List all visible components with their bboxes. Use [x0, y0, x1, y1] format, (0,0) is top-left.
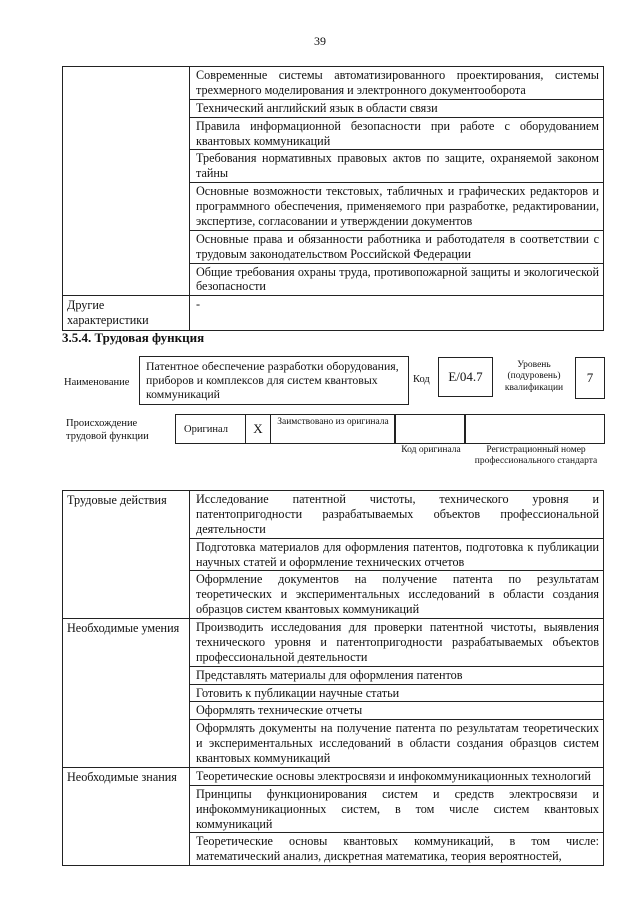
original-code-box — [395, 414, 465, 444]
section-label-skills: Необходимые умения — [63, 619, 190, 768]
name-label: Наименование — [64, 377, 130, 388]
table-row — [63, 67, 604, 100]
table-cell: Теоретические основы квантовых коммуникаций, в том числе: математический анализ, дискретная математика, теория вероятностей, — [190, 833, 604, 866]
other-characteristics-label: Другие характеристики — [63, 296, 190, 331]
section-heading: 3.5.4. Трудовая функция — [62, 330, 205, 345]
table-row — [63, 491, 604, 539]
table-cell: Основные возможности текстовых, табличных и графических редакторов и программного обеспечения, применяемого при разработке, редактировании, экспертизе, согласовании и утверждении документов — [190, 183, 604, 231]
table-cell: Основные права и обязанности работника и работодателя в соответствии с трудовым законодательством Российской Федерации — [190, 230, 604, 263]
original-label: Оригинал — [184, 424, 228, 435]
table-cell: Технический английский язык в области связи — [190, 99, 604, 117]
level-box: 7 — [575, 357, 605, 399]
table-row — [63, 619, 604, 667]
registration-number-box — [465, 414, 605, 444]
function-code-box: E/04.7 — [438, 357, 493, 397]
table-row — [63, 296, 604, 331]
function-name-box: Патентное обеспечение разработки оборудования, приборов и комплексов для систем квантовых коммуникаций — [139, 356, 409, 405]
registration-number-caption: Регистрационный номер профессионального стандарта — [474, 445, 598, 467]
table-cell: Правила информационной безопасности при работе с оборудованием квантовых коммуникаций — [190, 117, 604, 150]
table-cell: Готовить к публикации научные статьи — [190, 684, 604, 702]
table-cell: Оформлять документы на получение патента по результатам теоретических и экспериментальных исследований в области создания образцов систем квантовых коммуникаций — [190, 720, 604, 768]
table-cell: Производить исследования для проверки патентной чистоты, выявления технического уровня и патентопригодности разрабатываемых объектов профессиональной деятельности — [190, 619, 604, 667]
table-cell: Теоретические основы электросвязи и инфокоммуникационных технологий — [190, 767, 604, 785]
labor-function-table — [62, 490, 604, 866]
table-cell: Современные системы автоматизированного проектирования, системы трехмерного моделирования и электронного документооборота — [190, 67, 604, 100]
level-label: Уровень (подуровень) квалификации — [504, 360, 564, 393]
original-mark-box: X — [245, 414, 271, 444]
table-cell: Общие требования охраны труда, противопожарной защиты и экологической безопасности — [190, 263, 604, 296]
table-cell: Исследование патентной чистоты, технического уровня и патентопригодности разрабатываемых объектов профессиональной деятельности — [190, 491, 604, 539]
table-cell: Подготовка материалов для оформления патентов, подготовка к публикации научных статей и оформление технических отчетов — [190, 538, 604, 571]
table-cell: Представлять материалы для оформления патентов — [190, 666, 604, 684]
section-label-knowledge: Необходимые знания — [63, 767, 190, 865]
other-characteristics-value: - — [190, 296, 604, 331]
table-cell: Требования нормативных правовых актов по защите, охраняемой законом тайны — [190, 150, 604, 183]
table-cell: Принципы функционирования систем и средств электросвязи и инфокоммуникационных систем, в том числе систем квантовых коммуникаций — [190, 785, 604, 833]
table-cell: Оформлять технические отчеты — [190, 702, 604, 720]
page-number: 39 — [314, 34, 326, 48]
table-cell: Оформление документов на получение патента по результатам теоретических и экспериментальных исследований в области создания образцов систем квантовых коммуникаций — [190, 571, 604, 619]
knowledge-continuation-table — [62, 66, 604, 331]
code-label: Код — [413, 374, 430, 385]
row-label-empty — [63, 67, 190, 296]
original-code-caption: Код оригинала — [401, 445, 461, 455]
borrowed-label: Заимствовано из оригинала — [277, 417, 389, 427]
table-row — [63, 767, 604, 785]
section-label-actions: Трудовые действия — [63, 491, 190, 619]
origin-label: Происхождение трудовой функции — [66, 418, 149, 442]
